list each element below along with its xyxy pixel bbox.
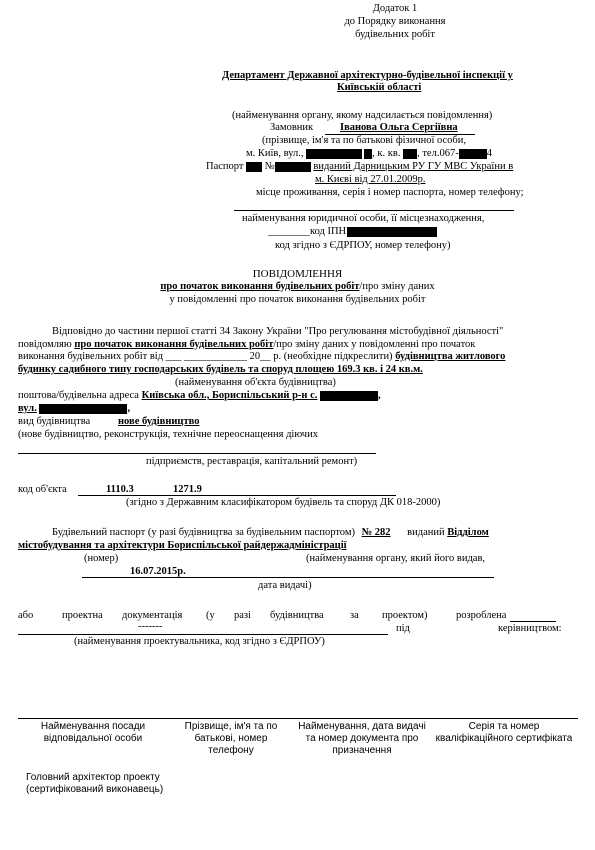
street-label: вул. [18,403,37,414]
notice-subtitle-rest: /про зміну даних [359,281,435,292]
construction-types-line [18,453,376,454]
project-word-4: (у [206,610,215,621]
designer-caption: (найменування проектувальника, код згідно з ЄДРПОУ) [74,636,325,647]
number-caption: (номер) [84,553,119,564]
bpassport-issued: виданий [407,527,445,538]
bpassport-line2: містобудування та архітектури Бориспільської райдержадміністрації [18,540,347,551]
notice-subtitle-2: у повідомленні про початок виконання будівельних робіт [169,294,426,305]
passport-line [206,161,513,173]
project-word-1: або [18,610,34,621]
responsible-persons-table [18,718,578,759]
postal-line [18,390,381,402]
bpassport-line1-a: Будівельний паспорт (у разі будівництва за будівельним паспортом) [52,527,355,538]
appendix-subtitle-2: будівельних робіт [355,29,435,40]
recipient-organ-caption: (найменування органу, якому надсилається повідомлення) [232,110,493,121]
dashes: ------- [138,621,163,632]
customer-label: Замовник [270,122,314,133]
project-word-5: разі [234,610,251,621]
project-fill-line [510,621,556,622]
issuer-caption: (найменування органу, який його видав, [306,553,486,564]
object-code-label: код об'єкта [18,484,67,495]
table-header-row [18,719,578,760]
redacted-phone [459,149,487,159]
project-word-3: документація [122,610,183,621]
appendix-subtitle: до Порядку виконання [344,16,446,27]
project-word-7: за [350,610,359,621]
passport-issued: виданий Дарницьким РУ ГУ МВС України в [313,161,514,172]
construction-type-label: вид будівництва [18,416,91,427]
edrpou-caption: код згідно з ЄДРПОУ, номер телефону) [275,240,451,251]
project-word-2: проектна [62,610,103,621]
p1-line1: Відповідно до частини першої статті 34 Закону України "Про регулювання містобудівної діяльності" [52,326,504,337]
table-row-position: Головний архітектор проекту (сертифікований виконавець) [26,772,164,795]
table-header-position: Найменування посади відповідальної особи [18,719,168,760]
redacted-house [364,149,372,159]
object-code-value1: 1110.3 [106,484,134,495]
project-word-6: будівництва [270,610,324,621]
classifier-caption: (згідно з Державним класифікатором будівель та споруд ДК 018-2000) [126,497,441,508]
p1-line2-c: /про зміну даних у повідомленні про початок [273,339,476,350]
p1-line2-a: повідомляю [18,339,72,350]
table-header-certificate: Серія та номер кваліфікаційного сертифіката [430,719,578,760]
p1-line4: будинку садибного типу господарських будівель та споруд площею 169.3 кв. і 24 кв.м. [18,364,423,375]
address-end: 4 [486,148,492,159]
notice-title: ПОВІДОМЛЕННЯ [252,268,343,280]
legal-caption: найменування юридичної особи, її місцезнаходження, [242,213,485,224]
issue-date-caption: дата видачі) [258,580,312,591]
postal-end: , [378,390,381,401]
ipn-line [268,226,437,238]
residence-caption: місце проживання, серія і номер паспорта, номер телефону; [256,187,524,198]
table-header-name: Прізвище, ім'я та по батькові, номер телефону [168,719,294,760]
redacted-village [320,391,378,401]
redacted-apartment [403,149,417,159]
recipient-organ-line2: Київській області [337,82,422,93]
redacted-passport-series [246,162,262,172]
address-mid: , к. кв. [372,148,401,159]
construction-types-caption1: (нове будівництво, реконструкція, технічне переоснащення діючих [18,429,318,440]
redacted-street [306,149,362,159]
bpassport-no: № 282 [361,527,391,538]
street-line [18,403,130,415]
object-caption: (найменування об'єкта будівництва) [175,377,336,388]
p1-line3-a: виконання будівельних робіт від ___ ____________ 20__ р. (необхідне підкреслити) [18,351,393,362]
table-header-document: Найменування, дата видачі та номер документа про призначення [294,719,430,760]
address-prefix: м. Київ, вул., [246,148,304,159]
passport-no: № [264,161,275,172]
postal-value: Київська обл., Бориспільський р-н с. [141,390,318,401]
notice-subtitle-bold: про початок виконання будівельних робіт [160,281,360,292]
legal-entity-line [234,210,514,211]
customer-name: Іванова Ольга Сергіївна [340,122,458,133]
bpassport-line1 [52,527,489,539]
passport-city-date: м. Києві від 27.01.2009р. [315,174,426,185]
recipient-organ-line1: Департамент Державної архітектурно-будівельної інспекції у [222,70,513,81]
bpassport-issuer-start: Відділом [447,527,489,538]
appendix-title: Додаток 1 [372,3,418,14]
object-code-value2: 1271.9 [173,484,202,495]
redacted-ipn [347,227,437,237]
designer-line [18,634,388,635]
ipn-prefix: ________код ІПН [268,226,347,237]
supervision-label: керівництвом: [498,623,562,634]
redacted-passport-number [275,162,311,172]
p1-line2-b: про початок виконання будівельних робіт [74,339,274,350]
redacted-street-object [39,404,127,414]
issue-date: 16.07.2015р. [130,566,186,577]
construction-types-caption2: підприємств, реставрація, капітальний ремонт) [146,456,358,467]
customer-caption: (прізвище, ім'я та по батькові фізичної особи, [262,135,467,146]
passport-label: Паспорт [206,161,244,172]
construction-type-value: нове будівництво [118,416,200,427]
postal-label: поштова/будівельна адреса [18,390,139,401]
object-code-line [78,495,396,496]
notice-subtitle [0,281,595,293]
address-phone: , тел.067- [417,148,459,159]
p1-line2 [18,339,475,351]
project-word-8: проектом) [382,610,428,621]
project-word-9: розроблена [456,610,507,621]
customer-address [246,148,492,160]
p1-line3-b: будівництва житлового [395,351,506,362]
under-label: під [396,623,410,634]
p1-line3 [18,351,505,363]
street-end: , [127,403,131,414]
